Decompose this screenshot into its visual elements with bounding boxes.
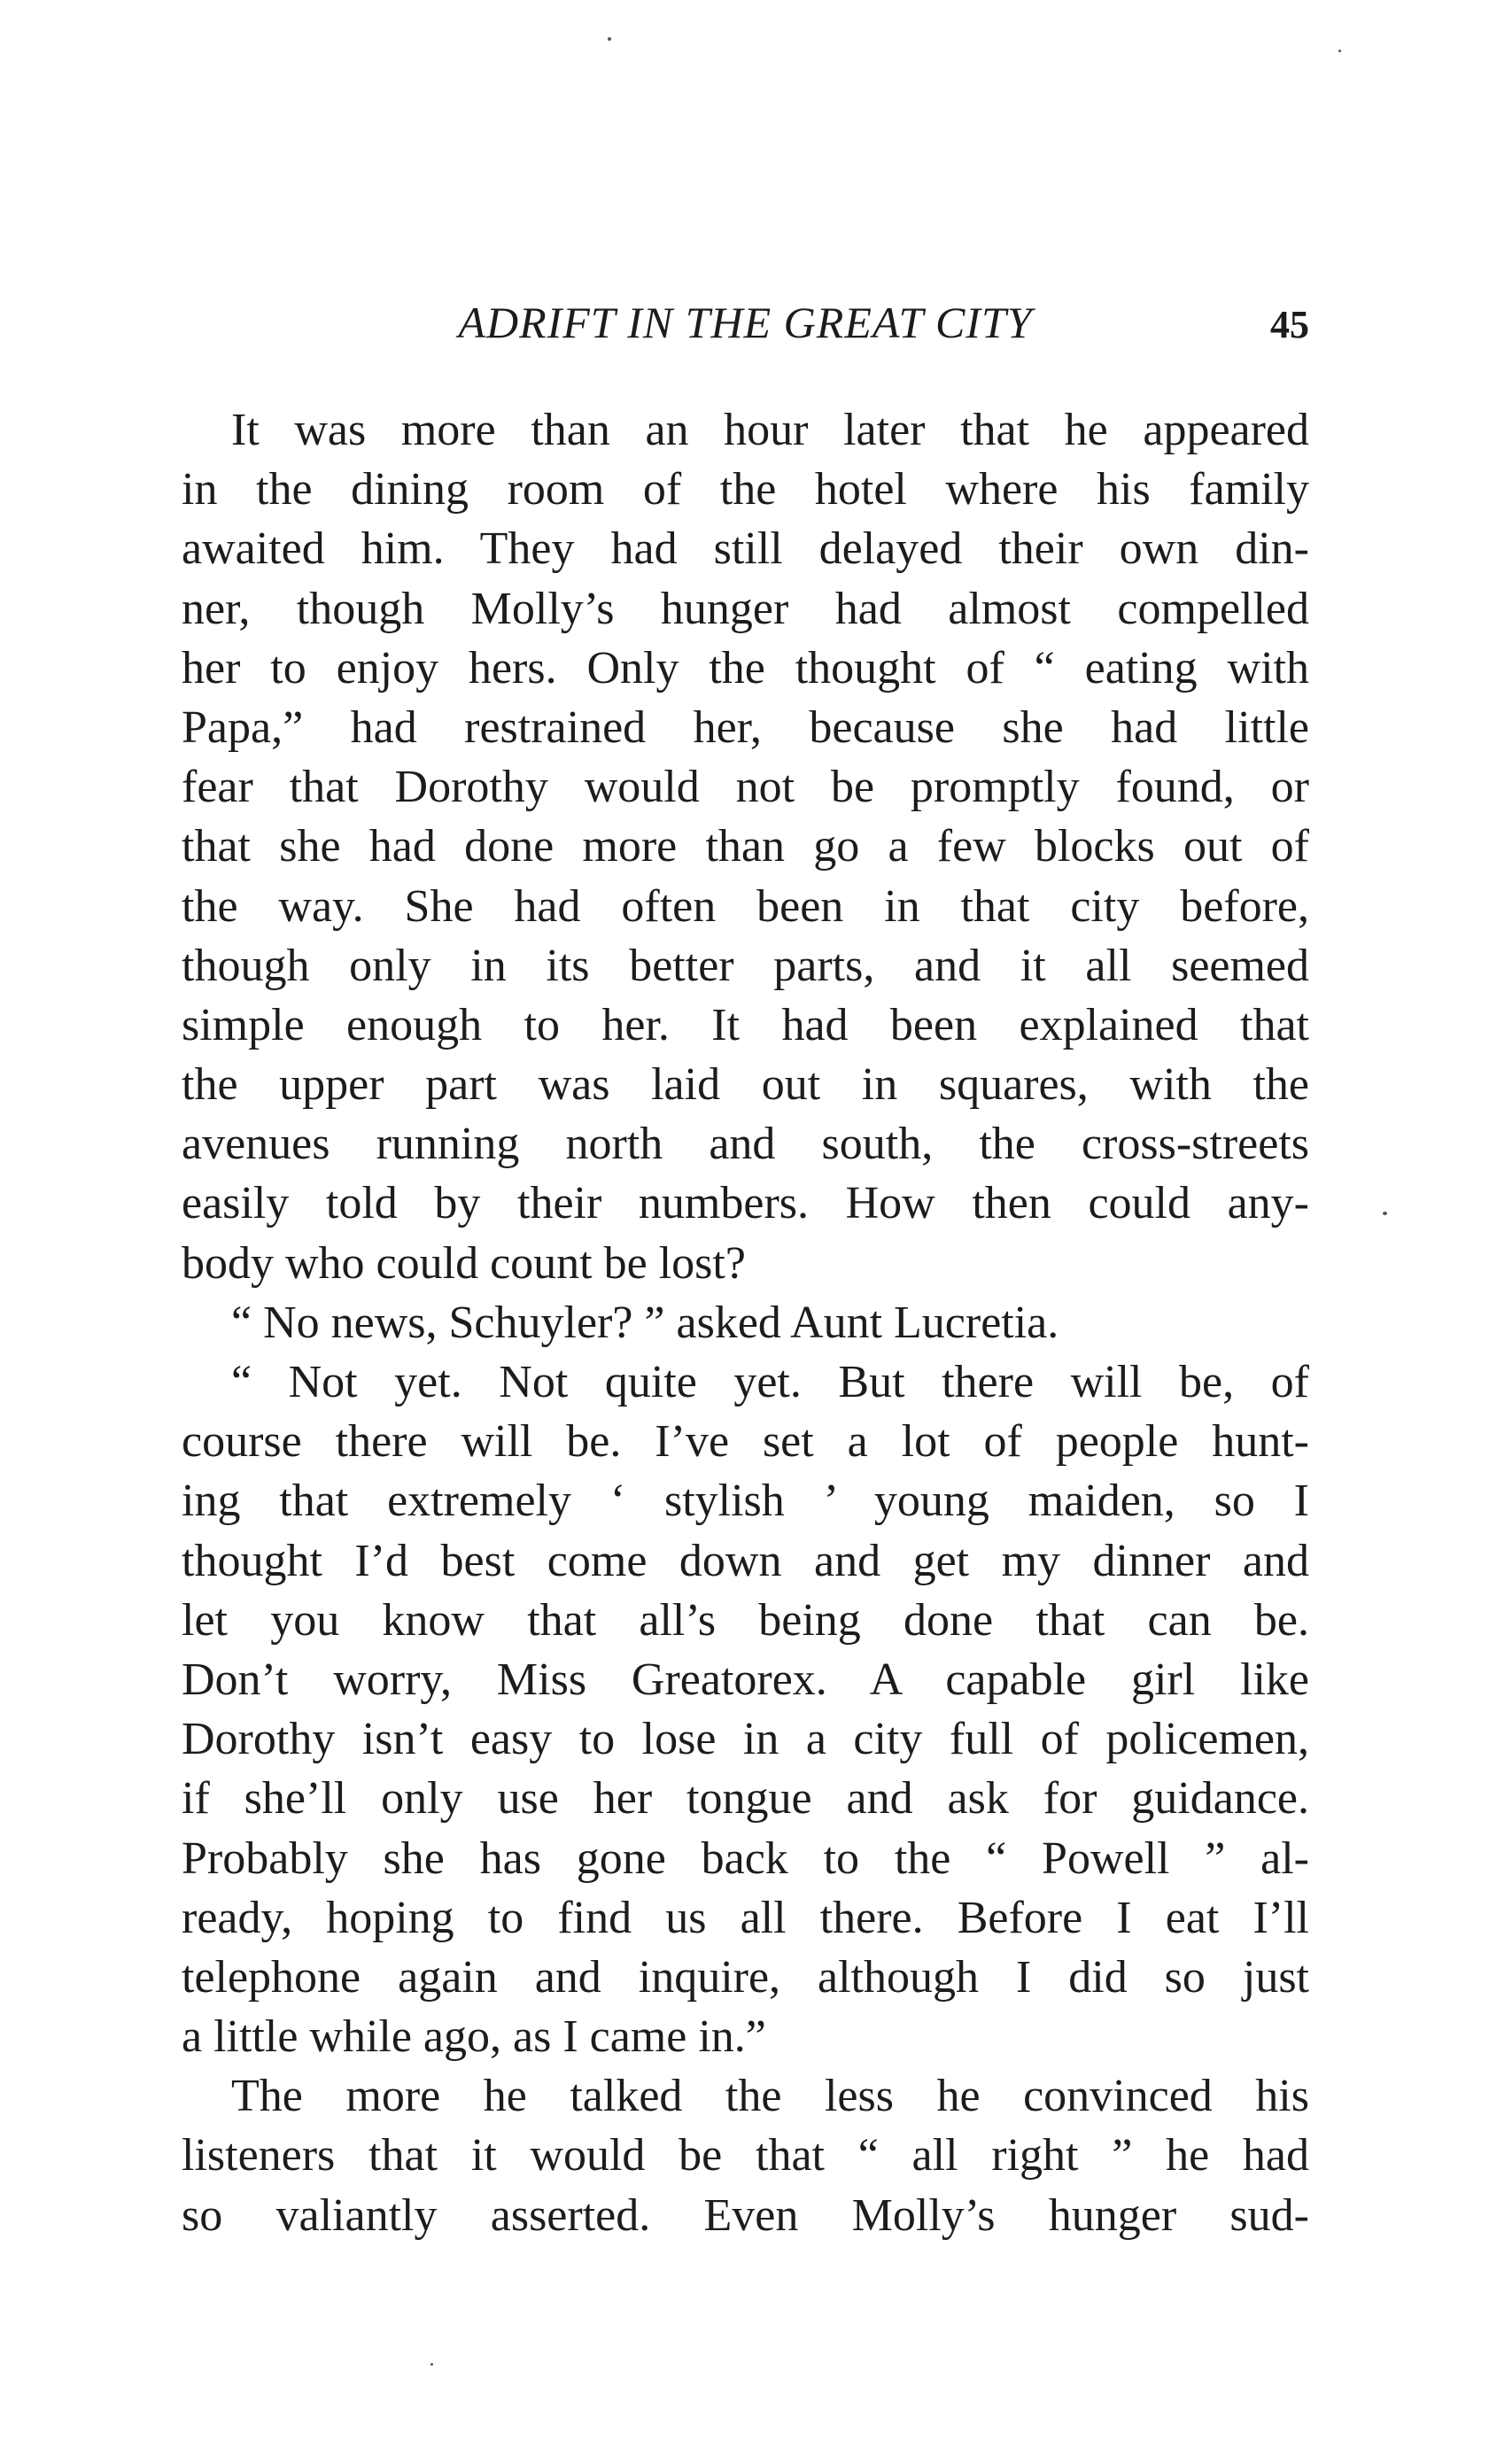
body-text — [182, 400, 1309, 2245]
text-line: Don’t worry, Miss Greatorex. A capable girl like — [182, 1654, 1309, 1705]
text-line: awaited him. They had still delayed their own din- — [182, 523, 1309, 575]
text-line: the way. She had often been in that city before, — [182, 880, 1309, 932]
print-speck — [430, 2363, 433, 2366]
text-line: “ No news, Schuyler? ” asked Aunt Lucretia. — [231, 1297, 1059, 1348]
text-line: ner, though Molly’s hunger had almost compelled — [182, 583, 1309, 634]
text-line: fear that Dorothy would not be promptly found, or — [182, 762, 1309, 813]
text-line: The more he talked the less he convinced his — [231, 2071, 1309, 2122]
text-line: though only in its better parts, and it all seemed — [182, 940, 1309, 991]
text-line: telephone again and inquire, although I did so just — [182, 1951, 1309, 2003]
text-line: “ Not yet. Not quite yet. But there will be, of — [231, 1357, 1309, 1407]
text-line: It was more than an hour later that he appeared — [231, 405, 1309, 455]
text-line: Dorothy isn’t easy to lose in a city full of policemen, — [182, 1714, 1309, 1765]
print-speck — [1383, 1212, 1387, 1215]
text-line: simple enough to her. It had been explained that — [182, 999, 1309, 1050]
text-line: her to enjoy hers. Only the thought of “ eating with — [182, 642, 1309, 693]
text-line: thought I’d best come down and get my dinner and — [182, 1535, 1309, 1586]
page-number: 45 — [1270, 303, 1309, 346]
text-line: if she’ll only use her tongue and ask for guidance. — [182, 1773, 1309, 1825]
text-line: Probably she has gone back to the “ Powell ” al- — [182, 1833, 1309, 1884]
text-line: ing that extremely ‘ stylish ’ young maiden, so I — [182, 1476, 1309, 1527]
print-speck — [608, 37, 611, 41]
text-line: listeners that it would be that “ all right ” he had — [182, 2130, 1309, 2181]
text-line: easily told by their numbers. How then could any- — [182, 1178, 1309, 1229]
text-line: ready, hoping to find us all there. Before I eat I’ll — [182, 1892, 1309, 1943]
text-line: the upper part was laid out in squares, with the — [182, 1059, 1309, 1111]
text-line: a little while ago, as I came in.” — [182, 2011, 766, 2063]
page-header — [182, 288, 1309, 359]
running-title: ADRIFT IN THE GREAT CITY — [458, 298, 1033, 347]
print-speck — [1338, 50, 1341, 52]
text-line: Papa,” had restrained her, because she had little — [182, 701, 1309, 753]
text-line: in the dining room of the hotel where his family — [182, 464, 1309, 515]
text-line: course there will be. I’ve set a lot of people hunt- — [182, 1416, 1309, 1468]
text-line: body who could count be lost? — [182, 1237, 746, 1289]
text-line: avenues running north and south, the cross-streets — [182, 1119, 1309, 1170]
text-line: that she had done more than go a few blocks out of — [182, 821, 1309, 872]
text-line: let you know that all’s being done that can be. — [182, 1594, 1309, 1646]
text-line: so valiantly asserted. Even Molly’s hunger sud- — [182, 2189, 1309, 2241]
